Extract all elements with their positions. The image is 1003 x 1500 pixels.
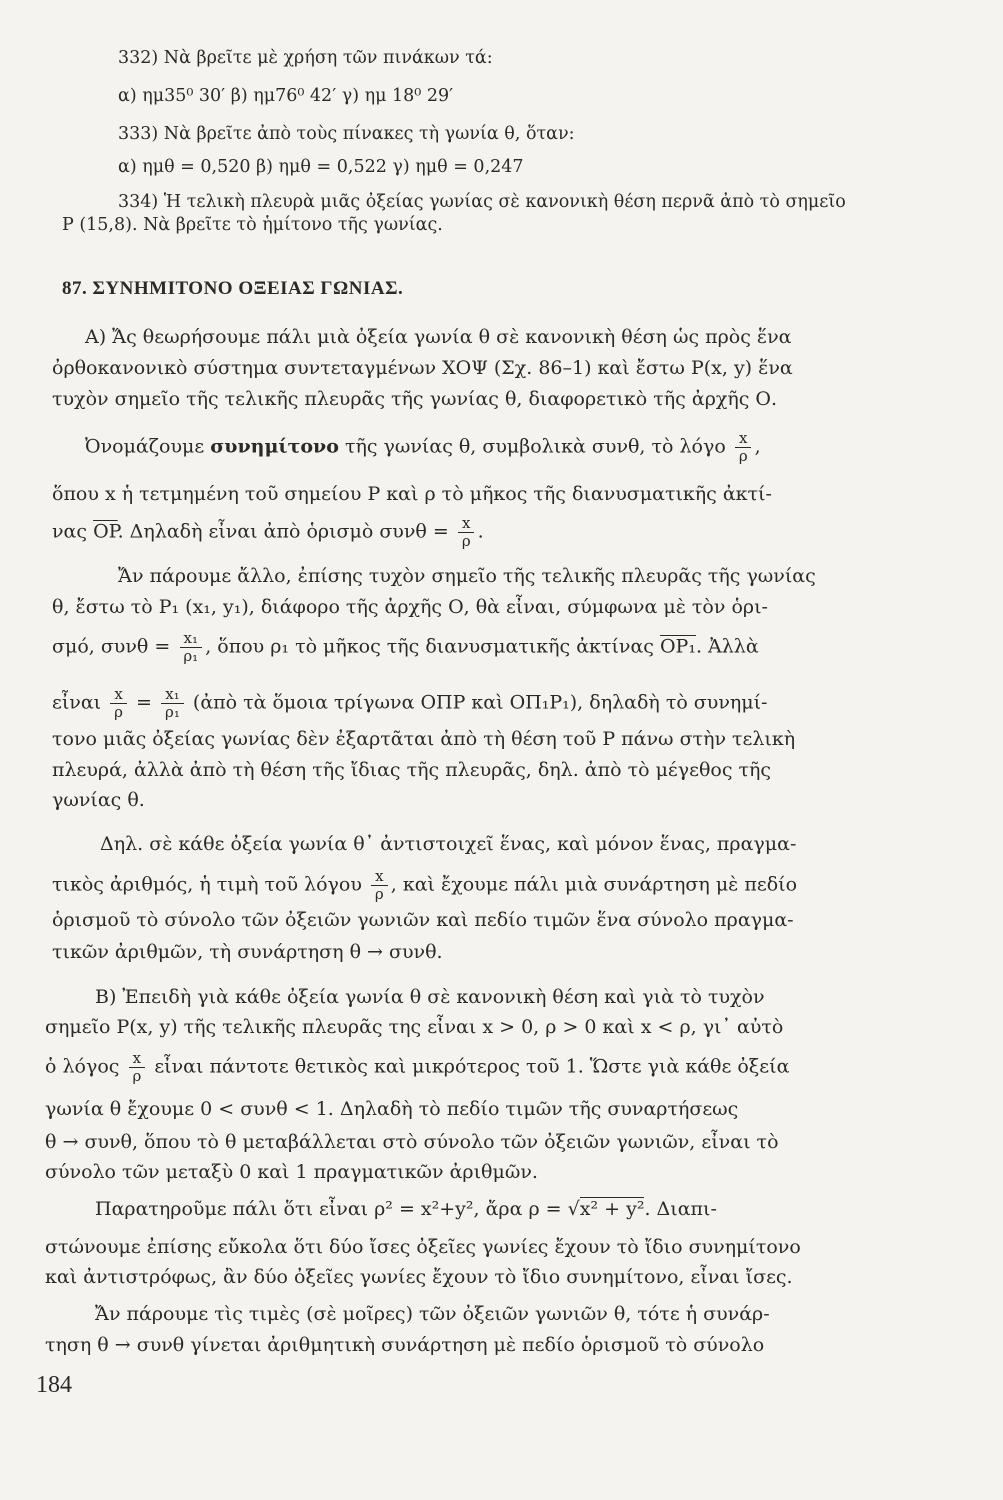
text: , καὶ ἔχουμε πάλι μιὰ συνάρτηση μὲ πεδίο — [390, 873, 798, 896]
fraction-x1-over-rho1 — [161, 686, 184, 721]
denominator: ρ₁ — [183, 647, 199, 665]
numerator: x — [371, 868, 387, 886]
paragraph-b-line2: σημεῖο P(x, y) τῆς τελικῆς πλευρᾶς της εἶναι x > 0, ρ > 0 καὶ x < ρ, γι᾽ αὐτὸ — [45, 1016, 784, 1038]
section-title: 87. ΣΥΝΗΜΙΤΟΝΟ ΟΞΕΙΑΣ ΓΩΝΙΑΣ. — [62, 278, 404, 299]
term-cosine: συνημίτονο — [210, 435, 339, 458]
denominator: ρ — [461, 532, 471, 550]
numerator: x₁ — [161, 686, 183, 704]
text: (ἀπὸ τὰ ὅμοια τρίγωνα ΟΠΡ καὶ ΟΠ₁Ρ₁), δηλαδὴ τὸ συνημί- — [192, 691, 768, 714]
numerator: x — [735, 430, 751, 448]
paragraph-a-line7: Ἄν πάρουμε ἄλλο, ἐπίσης τυχὸν σημεῖο τῆς τελικῆς πλευρᾶς τῆς γωνίας — [118, 565, 816, 587]
paragraph-a-line10 — [52, 686, 767, 721]
paragraph-b-line9: καὶ ἀντιστρόφως, ἂν δύο ὀξεῖες γωνίες ἔχουν τὸ ἴδιο συνημίτονο, εἶναι ἴσες. — [45, 1266, 793, 1288]
paragraph-a-line12: πλευρά, ἀλλὰ ἀπὸ τὴ θέση τῆς ἴδιας τῆς πλευρᾶς, δηλ. ἀπὸ τὸ μέγεθος τῆς — [52, 759, 772, 781]
paragraph-b-line10: Ἄν πάρουμε τὶς τιμὲς (σὲ μοῖρες) τῶν ὀξειῶν γωνιῶν θ, τότε ἡ συνάρ- — [95, 1303, 770, 1325]
paragraph-a-line13: γωνίας θ. — [52, 789, 145, 811]
denominator: ρ — [114, 703, 123, 721]
paragraph-a-line17: τικῶν ἀριθμῶν, τὴ συνάρτηση θ → συνθ. — [52, 941, 443, 963]
paragraph-b-line4: γωνία θ ἔχουμε 0 < συνθ < 1. Δηλαδὴ τὸ πεδίο τιμῶν τῆς συναρτήσεως — [45, 1098, 739, 1120]
text: νας — [52, 520, 88, 543]
paragraph-a-line16: ὁρισμοῦ τὸ σύνολο τῶν ὀξειῶν γωνιῶν καὶ πεδίο τιμῶν ἕνα σύνολο πραγμα- — [52, 909, 794, 931]
text: εἶναι πάντοτε θετικὸς καὶ μικρότερος τοῦ 1. Ὥστε γιὰ κάθε ὀξεία — [154, 1055, 790, 1078]
paragraph-b-line1: Β) Ἐπειδὴ γιὰ κάθε ὀξεία γωνία θ σὲ κανονικὴ θέση καὶ γιὰ τὸ τυχὸν — [95, 986, 765, 1008]
exercise-333-items: α) ημθ = 0,520 β) ημθ = 0,522 γ) ημθ = 0,247 — [118, 157, 524, 177]
text: εἶναι — [52, 691, 102, 714]
paragraph-b-line3 — [45, 1050, 789, 1085]
text: . Διαπι- — [644, 1198, 717, 1220]
paragraph-a-line2: ὀρθοκανονικὸ σύστημα συντεταγμένων ΧΟΨ (Σχ. 86–1) καὶ ἔστω P(x, y) ἕνα — [52, 357, 793, 379]
text: , ὅπου ρ₁ τὸ μῆκος τῆς διανυσματικῆς ἀκτίνας — [205, 635, 654, 658]
text: Ὀνομάζουμε — [85, 435, 205, 458]
text: . Δηλαδὴ εἶναι ἀπὸ ὁρισμὸ συνθ = — [117, 520, 449, 543]
text: σμό, συνθ = — [52, 635, 171, 658]
numerator: x — [129, 1050, 145, 1068]
sqrt-radicand: x² + y² — [579, 1198, 645, 1220]
paragraph-a-line6: νας $\overline{OP}$. Δηλαδὴ εἶναι ἀπὸ ὁρισμὸ συνθ = $\frac{x}{\rho}$ . — [52, 514, 484, 550]
text: ὁ λόγος — [45, 1055, 120, 1078]
exercise-332-title: 332) Νὰ βρεῖτε μὲ χρήση τῶν πινάκων τά: — [118, 48, 493, 68]
fraction-x-over-rho — [458, 515, 475, 550]
paragraph-b-line11: τηση θ → συνθ γίνεται ἀριθμητικὴ συνάρτηση μὲ πεδίο ὁρισμοῦ τὸ σύνολο — [45, 1334, 765, 1356]
paragraph-a-line4: Ὀνομάζουμε συνημίτονο τῆς γωνίας θ, συμβολικὰ συνθ, τὸ λόγο $\frac{x}{\rho}$ , — [85, 429, 761, 465]
text: . Ἀλλὰ — [695, 635, 759, 658]
fraction-x-over-rho — [110, 686, 127, 721]
denominator: ρ — [132, 1067, 142, 1085]
numerator: x — [458, 515, 474, 533]
fraction-x-over-rho — [735, 430, 752, 465]
text: τῆς γωνίας θ, συμβολικὰ συνθ, τὸ λόγο — [344, 435, 726, 458]
paragraph-a-line14: Δηλ. σὲ κάθε ὀξεία γωνία θ᾽ ἀντιστοιχεῖ ἕνας, καὶ μόνον ἕνας, πραγμα- — [100, 833, 797, 855]
vector-op1: OP₁ — [659, 635, 696, 658]
exercise-334-line1: 334) Ἡ τελικὴ πλευρὰ μιᾶς ὀξείας γωνίας σὲ κανονικὴ θέση περνᾶ ἀπὸ τὸ σημεῖο — [118, 192, 846, 212]
exercise-332-items: α) ημ35⁰ 30′ β) ημ76⁰ 42′ γ) ημ 18⁰ 29′ — [118, 86, 454, 106]
paragraph-a-line5: ὅπου x ἡ τετμημένη τοῦ σημείου P καὶ ρ τὸ μῆκος τῆς διανυσματικῆς ἀκτί- — [52, 483, 772, 505]
paragraph-a-line3: τυχὸν σημεῖο τῆς τελικῆς πλευρᾶς τῆς γωνίας θ, διαφορετικὸ τῆς ἀρχῆς Ο. — [52, 388, 778, 410]
text: Παρατηροῦμε πάλι ὅτι εἶναι ρ² = x²+y², ἄρα ρ = √ — [95, 1198, 580, 1220]
paragraph-a-line15 — [52, 868, 797, 903]
paragraph-a-line1: Α) Ἄς θεωρήσουμε πάλι μιὰ ὀξεία γωνία θ σὲ κανονικὴ θέση ὡς πρὸς ἕνα — [85, 326, 792, 348]
fraction-x-over-rho — [371, 868, 388, 903]
denominator: ρ — [738, 447, 748, 465]
paragraph-b-line5: θ → συνθ, ὅπου τὸ θ μεταβάλλεται στὸ σύνολο τῶν ὀξειῶν γωνιῶν, εἶναι τὸ — [45, 1131, 779, 1153]
paragraph-a-line9 — [52, 630, 759, 665]
fraction-x-over-rho — [128, 1050, 145, 1085]
fraction-x1-over-rho1 — [179, 630, 202, 665]
exercise-334-line2: P (15,8). Νὰ βρεῖτε τὸ ἡμίτονο τῆς γωνίας. — [62, 215, 443, 235]
paragraph-b-line8: στώνουμε ἐπίσης εὔκολα ὅτι δύο ἴσες ὀξεῖες γωνίες ἔχουν τὸ ἴδιο συνημίτονο — [45, 1236, 801, 1258]
numerator: x — [110, 686, 126, 704]
paragraph-b-line6: σύνολο τῶν μεταξὺ 0 καὶ 1 πραγματικῶν ἀριθμῶν. — [45, 1161, 538, 1183]
text: τικὸς ἀριθμός, ἡ τιμὴ τοῦ λόγου — [52, 873, 362, 896]
paragraph-a-line8: θ, ἔστω τὸ P₁ (x₁, y₁), διάφορο τῆς ἀρχῆς Ο, θὰ εἶναι, σύμφωνα μὲ τὸν ὁρι- — [52, 596, 768, 618]
exercise-333-title: 333) Νὰ βρεῖτε ἀπὸ τοὺς πίνακες τὴ γωνία θ, ὅταν: — [118, 124, 575, 144]
page-number: 184 — [36, 1372, 72, 1398]
numerator: x₁ — [180, 630, 202, 648]
paragraph-a-line11: τονο μιᾶς ὀξείας γωνίας δὲν ἐξαρτᾶται ἀπὸ τὴ θέση τοῦ P πάνω στὴν τελικὴ — [52, 728, 796, 750]
vector-op: $\overline{OP}$ — [93, 520, 118, 543]
paragraph-b-line7 — [95, 1197, 717, 1221]
denominator: ρ — [374, 885, 384, 903]
equals-sign: = — [136, 691, 152, 714]
denominator: ρ₁ — [165, 703, 180, 721]
